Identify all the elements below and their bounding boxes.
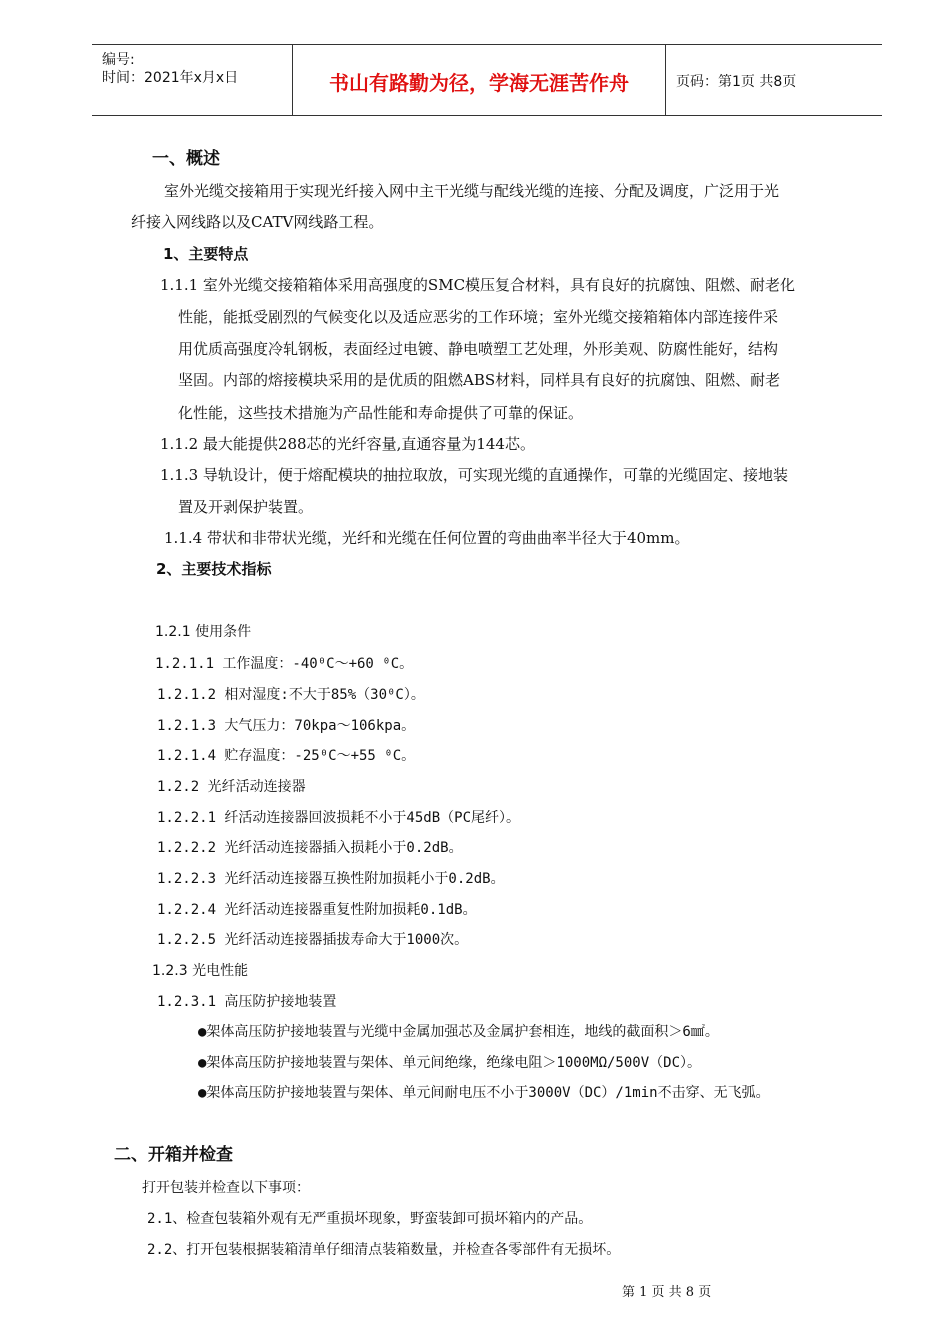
bullet-item: ●架体高压防护接地装置与光缆中金属加强芯及金属护套相连，地线的截面积＞6㎟。 — [198, 1024, 719, 1040]
page-header — [92, 44, 882, 116]
spec-heading: 1.2.3 光电性能 — [152, 963, 249, 979]
paragraph-line: 1.1.1 室外光缆交接箱箱体采用高强度的SMC模压复合材料，具有良好的抗腐蚀、阻燃、耐老化 — [160, 276, 796, 294]
subheading-features: 1、主要特点 — [163, 245, 249, 263]
paragraph-line: 化性能，这些技术措施为产品性能和寿命提供了可靠的保证。 — [178, 404, 584, 422]
paragraph-line: 1.1.2 最大能提供288芯的光纤容量,直通容量为144芯。 — [160, 435, 535, 453]
paragraph-line: 2.1、检查包装箱外观有无严重损坏现象，野蛮装卸可损坏箱内的产品。 — [147, 1211, 593, 1227]
paragraph-line: 置及开剥保护装置。 — [178, 498, 314, 516]
section-heading-overview: 一、概述 — [152, 149, 220, 169]
header-page-cell — [664, 45, 882, 115]
paragraph-line: 1.1.3 导轨设计，便于熔配模块的抽拉取放，可实现光缆的直通操作，可靠的光缆固定、接地装 — [160, 466, 788, 484]
spec-heading: 1.2.1 使用条件 — [155, 624, 252, 640]
header-page-info: 页码：第1页 共8页 — [676, 74, 797, 90]
header-motto: 书山有路勤为径，学海无涯苦作舟 — [329, 71, 629, 95]
spec-line: 1.2.2.5 光纤活动连接器插拔寿命大于1000次。 — [157, 932, 469, 948]
header-number-label: 编号: — [102, 52, 135, 68]
bullet-item: ●架体高压防护接地装置与架体、单元间绝缘，绝缘电阻＞1000MΩ/500V（DC）。 — [198, 1055, 702, 1071]
header-time-label: 时间：2021年x月x日 — [102, 70, 239, 86]
bullet-item: ●架体高压防护接地装置与架体、单元间耐电压不小于3000V（DC）/1min不击穿、无飞弧。 — [198, 1085, 770, 1101]
paragraph-line: 2.2、打开包装根据装箱清单仔细清点装箱数量，并检查各零部件有无损坏。 — [147, 1242, 621, 1258]
paragraph-line: 室外光缆交接箱用于实现光纤接入网中主干光缆与配线光缆的连接、分配及调度，广泛用于光 — [164, 182, 780, 200]
paragraph-line: 1.1.4 带状和非带状光缆，光纤和光缆在任何位置的弯曲曲率半径大于40mm。 — [164, 529, 690, 547]
spec-line: 1.2.2.3 光纤活动连接器互换性附加损耗小于0.2dB。 — [157, 871, 505, 887]
paragraph-line: 纤接入网线路以及CATV网线路工程。 — [131, 213, 384, 231]
spec-heading: 1.2.2 光纤活动连接器 — [157, 779, 306, 795]
spec-line: 1.2.2.2 光纤活动连接器插入损耗小于0.2dB。 — [157, 840, 463, 856]
section-heading-unpack: 二、开箱并检查 — [114, 1145, 233, 1165]
subheading-specs: 2、主要技术指标 — [156, 560, 272, 578]
paragraph-line: 性能，能抵受剧烈的气候变化以及适应恶劣的工作环境；室外光缆交接箱箱体内部连接件采 — [178, 308, 779, 326]
header-motto-cell — [292, 45, 666, 115]
spec-line: 1.2.1.4 贮存温度：-25⁰C～+55 ⁰C。 — [157, 748, 416, 764]
spec-line: 1.2.1.2 相对湿度:不大于85%（30⁰C）。 — [157, 687, 425, 703]
paragraph-line: 坚固。内部的熔接模块采用的是优质的阻燃ABS材料，同样具有良好的抗腐蚀、阻燃、耐老 — [178, 371, 781, 389]
header-info-cell — [92, 45, 292, 115]
spec-line: 1.2.2.1 纤活动连接器回波损耗不小于45dB（PC尾纤）。 — [157, 810, 521, 826]
spec-heading: 1.2.3.1 高压防护接地装置 — [157, 994, 337, 1010]
page-footer: 第 1 页 共 8 页 — [622, 1285, 712, 1300]
paragraph-line: 用优质高强度冷轧钢板，表面经过电镀、静电喷塑工艺处理，外形美观、防腐性能好，结构 — [178, 340, 779, 358]
spec-line: 1.2.1.3 大气压力：70kpa～106kpa。 — [157, 718, 416, 734]
spec-line: 1.2.1.1 工作温度：-40⁰C～+60 ⁰C。 — [155, 656, 414, 672]
paragraph-line: 打开包装并检查以下事项： — [142, 1180, 310, 1196]
spec-line: 1.2.2.4 光纤活动连接器重复性附加损耗0.1dB。 — [157, 902, 477, 918]
